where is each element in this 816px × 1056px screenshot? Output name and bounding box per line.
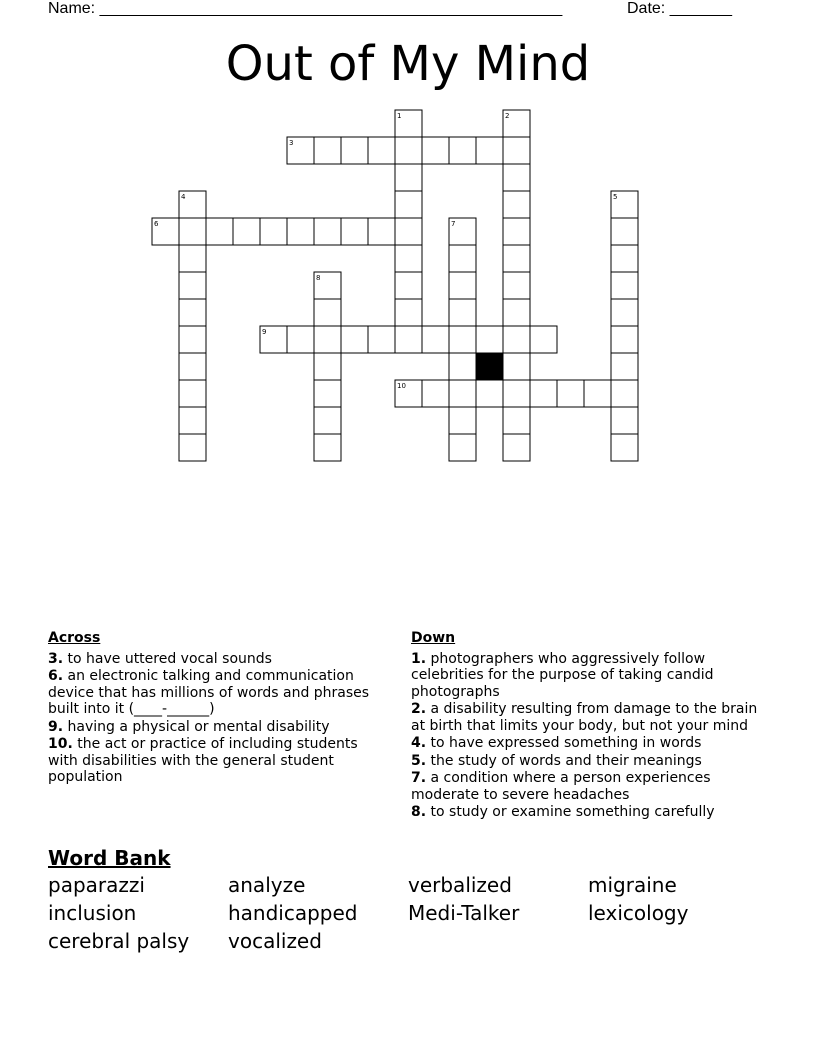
grid-cell[interactable] (395, 326, 422, 353)
word-bank-item: lexicology (588, 901, 689, 925)
clue-across-10 (48, 736, 388, 786)
grid-cell[interactable] (395, 299, 422, 326)
grid-cell[interactable] (611, 434, 638, 461)
cell-number: 4 (181, 193, 186, 201)
grid-cell[interactable] (503, 245, 530, 272)
grid-cell[interactable] (314, 407, 341, 434)
across-heading: Across (48, 630, 101, 646)
grid-cell[interactable] (449, 137, 476, 164)
grid-cell[interactable] (287, 218, 314, 245)
clue-number: 2. (411, 701, 427, 717)
grid-cell[interactable] (611, 407, 638, 434)
grid-cell[interactable] (557, 380, 584, 407)
grid-cell[interactable] (449, 434, 476, 461)
clue-number: 7. (411, 770, 427, 786)
clue-down-4 (411, 735, 771, 752)
clue-number: 5. (411, 752, 427, 769)
grid-cell[interactable] (368, 218, 395, 245)
grid-cell[interactable] (395, 137, 422, 164)
word-bank-item: Medi-Talker (408, 901, 520, 925)
clue-down-2 (411, 701, 771, 734)
grid-cell[interactable] (503, 218, 530, 245)
grid-cell[interactable] (476, 326, 503, 353)
grid-cell[interactable] (611, 245, 638, 272)
grid-cell[interactable] (503, 407, 530, 434)
grid-cell[interactable] (260, 218, 287, 245)
down-heading: Down (411, 630, 456, 646)
grid-cell[interactable] (503, 164, 530, 191)
grid-cell[interactable] (395, 218, 422, 245)
grid-cell[interactable] (314, 380, 341, 407)
clue-text: to study or examine something carefully (430, 804, 715, 820)
word-bank-item: migraine (588, 873, 677, 897)
word-bank-item: cerebral palsy (48, 929, 190, 953)
grid-cell[interactable] (179, 299, 206, 326)
clue-text: a disability resulting from damage to the brain at birth that limits your body, but not your mind (411, 701, 758, 734)
grid-cell[interactable] (530, 326, 557, 353)
clue-down-8 (411, 804, 771, 821)
grid-cell[interactable] (503, 272, 530, 299)
grid-cell[interactable] (503, 353, 530, 380)
cell-number: 5 (613, 193, 618, 201)
clue-number: 9. (48, 718, 64, 735)
across-clues (48, 630, 388, 787)
grid-cell[interactable] (314, 326, 341, 353)
grid-cell[interactable] (395, 272, 422, 299)
grid-cell[interactable] (530, 380, 557, 407)
cell-number: 9 (262, 328, 267, 336)
grid-cell[interactable] (449, 245, 476, 272)
grid-cell[interactable] (611, 380, 638, 407)
grid-cell[interactable] (179, 326, 206, 353)
grid-cell[interactable] (422, 137, 449, 164)
word-bank-item: vocalized (228, 929, 322, 953)
clue-across-6 (48, 668, 388, 718)
grid-cell[interactable] (476, 380, 503, 407)
grid-cell[interactable] (449, 326, 476, 353)
clue-text: to have uttered vocal sounds (67, 650, 272, 667)
grid-cell[interactable] (206, 218, 233, 245)
grid-cell[interactable] (233, 218, 260, 245)
clue-text: the study of words and their meanings (430, 752, 702, 769)
grid-cell[interactable] (611, 299, 638, 326)
grid-cell[interactable] (314, 137, 341, 164)
grid-cell[interactable] (368, 137, 395, 164)
grid-cell[interactable] (503, 326, 530, 353)
grid-cell[interactable] (179, 407, 206, 434)
grid-cell[interactable] (341, 137, 368, 164)
grid-cell[interactable] (584, 380, 611, 407)
grid-cell[interactable] (341, 218, 368, 245)
word-bank-item: handicapped (228, 901, 358, 925)
grid-cell[interactable] (422, 380, 449, 407)
crossword-grid (0, 0, 816, 480)
grid-cell[interactable] (314, 299, 341, 326)
clue-down-7 (411, 770, 771, 803)
page-title: Out of My Mind (225, 36, 591, 92)
grid-cell[interactable] (449, 407, 476, 434)
grid-cell[interactable] (449, 353, 476, 380)
grid-cell[interactable] (503, 191, 530, 218)
grid-cell[interactable] (611, 218, 638, 245)
cell-number: 3 (289, 139, 294, 147)
name-field-label: Name: ____________________________________________________ (48, 0, 563, 17)
grid-cell[interactable] (179, 272, 206, 299)
clue-across-3 (48, 651, 388, 668)
grid-cell[interactable] (314, 434, 341, 461)
cell-number: 2 (505, 112, 510, 120)
grid-cell[interactable] (503, 434, 530, 461)
down-clues (411, 630, 771, 822)
clue-text: an electronic talking and communication device that has millions of words and phrases built into it (____-______) (48, 668, 370, 717)
grid-cell[interactable] (341, 326, 368, 353)
clue-number: 8. (411, 804, 427, 820)
grid-cell[interactable] (314, 218, 341, 245)
grid-cell[interactable] (611, 353, 638, 380)
clue-text: a condition where a person experiences moderate to severe headaches (411, 770, 711, 803)
grid-cell[interactable] (449, 380, 476, 407)
grid-cell[interactable] (503, 380, 530, 407)
cell-number: 7 (451, 220, 456, 228)
grid-cell[interactable] (179, 353, 206, 380)
grid-cell[interactable] (368, 326, 395, 353)
word-bank-item: inclusion (48, 901, 137, 925)
clue-number: 10. (48, 736, 73, 752)
cell-number: 8 (316, 274, 321, 282)
word-bank-list (48, 874, 768, 952)
clue-down-1 (411, 651, 771, 701)
clue-number: 1. (411, 650, 427, 667)
clue-down-5 (411, 753, 771, 770)
cell-number: 10 (397, 382, 406, 390)
clue-number: 6. (48, 668, 64, 684)
grid-cell[interactable] (395, 245, 422, 272)
cell-number: 6 (154, 220, 159, 228)
cell-number: 1 (397, 112, 402, 120)
grid-cell[interactable] (395, 164, 422, 191)
grid-cell[interactable] (179, 245, 206, 272)
grid-cell[interactable] (395, 191, 422, 218)
clue-across-9 (48, 719, 388, 736)
grid-cell[interactable] (503, 299, 530, 326)
grid-cell[interactable] (422, 326, 449, 353)
clue-text: having a physical or mental disability (67, 718, 330, 735)
date-field-label: Date: _______ (627, 0, 732, 17)
word-bank-item: analyze (228, 873, 306, 897)
clue-text: photographers who aggressively follow celebrities for the purpose of taking candid photographs (411, 650, 714, 700)
grid-cell[interactable] (611, 272, 638, 299)
grid-cell[interactable] (503, 137, 530, 164)
grid-cell[interactable] (611, 326, 638, 353)
grid-cell[interactable] (449, 299, 476, 326)
grid-cell[interactable] (449, 272, 476, 299)
grid-cell[interactable] (179, 380, 206, 407)
word-bank-item: paparazzi (48, 873, 145, 897)
grid-cell[interactable] (287, 326, 314, 353)
grid-cell[interactable] (476, 137, 503, 164)
black-cell (476, 353, 503, 380)
word-bank (48, 846, 768, 952)
clue-number: 3. (48, 650, 64, 667)
grid-cell[interactable] (179, 434, 206, 461)
grid-cell[interactable] (314, 353, 341, 380)
clue-number: 4. (411, 735, 427, 751)
word-bank-title: Word Bank (48, 846, 171, 870)
grid-cell[interactable] (179, 218, 206, 245)
clue-text: to have expressed something in words (430, 735, 702, 751)
clue-text: the act or practice of including students with disabilities with the general student population (48, 736, 358, 785)
word-bank-item: verbalized (408, 873, 512, 897)
